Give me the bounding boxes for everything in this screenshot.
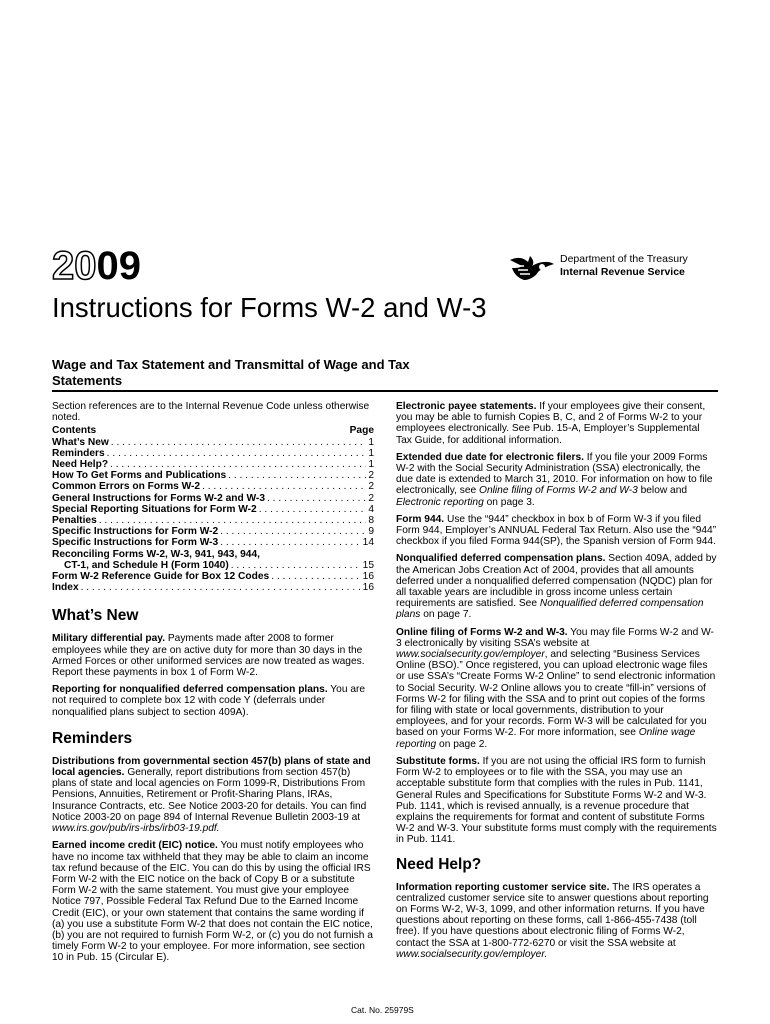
catalog-number: Cat. No. 25979S [351,1005,414,1015]
nqdc-plans: Nonqualified deferred compensation plans. Section 409A, added by the American Jobs Creation Act of 2004, provides that all amounts deferred under a nonqualified deferred compensation (NQDC) plan for all taxable years are includible in gross income unless certain requirements are satisfied. See Nonqualified deferred compensation plans on page 7. [396,553,717,621]
toc-item-reference-guide[interactable]: Form W-2 Reference Guide for Box 12 Codes . . . 16 [52,571,374,582]
header-divider [52,390,718,392]
toc-item-index[interactable]: Index . . . 16 [52,582,374,593]
toc-item-reminders[interactable]: Reminders . . . 1 [52,448,374,459]
reminders-457b: Distributions from governmental section 457(b) plans of state and local agencies. Generally, report distributions from section 457(b) plans of state and local agencies on Form 1099-R, Distributions From Pensions, Annuities, Retirement or Profit-Sharing Plans, IRAs, Insurance Contracts, etc. See Notice 2003-20 for details. You can find Notice 2003-20 on page 894 of Internal Revenue Bulletin 2003-19 at www.irs.gov/pub/irs-irbs/irb03-19.pdf. [52,755,371,835]
ssa-employer-link[interactable]: www.socialsecurity.gov/employer [396,649,545,661]
info-reporting-site: Information reporting customer service site. The IRS operates a centralized customer service site to answer questions about reporting on Forms W-2, W-3, 1099, and other information returns. If you have questions about reporting on these forms, call 1-866-455-7438 (toll free). If you have questions about electronic filing of Forms W-2, contact the SSA at 1-800-772-6270 or visit the SSA website at www.socialsecurity.gov/employer. [396,881,709,960]
reminders-heading: Reminders [52,729,133,747]
toc-item-whats-new[interactable]: What’s New . . . 1 [52,437,374,448]
intro-text: Section references are to the Internal Revenue Code unless otherwise noted. [52,401,370,424]
toc-item-reconciling[interactable]: Reconciling Forms W-2, W-3, 941, 943, 944, [52,548,260,560]
online-wage-reporting-xref[interactable]: Online wage reporting [396,727,696,750]
agency-name: Internal Revenue Service [560,266,685,278]
reminders-eic-notice: Earned income credit (EIC) notice. You must notify employees who have no income tax withheld that they may be able to claim an income tax refund because of the EIC. You can do this by using the official IRS Form W-2 with the EIC notice on the back of Copy B or a substitute Form W-2 with the same statement. You must give your employee Notice 797, Possible Federal Tax Refund Due to the Earned Income Credit (EIC), or your own statement that contains the same wording if (a) you use a substitute Form W-2 that does not contain the EIC notice, (b) you are not required to furnish Form W-2, or (c) you do not furnish a timely Form W-2 to your employee. For more information, see section 10 in Pub. 15 (Circular E). [52,840,373,964]
right-column [396,401,718,966]
irb-link[interactable]: www.irs.gov/pub/irs-irbs/irb03-19.pdf. [52,823,220,835]
agency-department: Department of the Treasury [560,253,688,265]
toc-item-common-errors[interactable]: Common Errors on Forms W-2 . . . 2 [52,481,374,492]
toc-item-penalties[interactable]: Penalties . . . 8 [52,515,374,526]
substitute-forms: Substitute forms. If you are not using the official IRS form to furnish Form W-2 to employees or to file with the SSA, you may use an acceptable substitute form that complies with the rules in Pub. 1141, General Rules and Specifications for Substitute Forms W-2 and W-3. Pub. 1141, which is revised annually, is a revenue procedure that explains the requirements for format and content of substitute Forms W-2 and W-3. Your substitute forms must comply with the requirements in Pub. 1141. [396,755,717,846]
toc-item-specific-w2[interactable]: Specific Instructions for Form W-2 . . . 9 [52,526,374,537]
toc-heading: Contents [52,425,97,437]
need-help-heading: Need Help? [396,855,482,873]
toc-item-reconciling-cont[interactable]: CT-1, and Schedule H (Form 1040) . . . 15 [52,560,374,571]
year-outline-digits: 20 [52,244,97,288]
page-title: Instructions for Forms W-2 and W-3 [52,292,487,323]
form-944: Form 944. Use the “944” checkbox in box b of Form W-3 if you filed Form 944, Employer’s ANNUAL Federal Tax Return. Also use the “944” checkbox if you filed Forma 944(SP), the Spanish version of Form 944. [396,513,717,548]
whats-new-military-pay: Military differential pay. Payments made after 2008 to former employees while they are on active duty for more than 30 days in the Armed Forces or other uniformed services are now treated as wages. Report these payments in box 1 of Form W-2. [52,633,365,679]
online-filing: Online filing of Forms W-2 and W-3. You may file Forms W-2 and W-3 electronically by visiting SSA’s website at www.socialsecurity.gov/employer, and selecting “Business Services Online (BSO).” Once registered, you can upload electronic wage files or use SSA’s “Create Forms W-2 Online” to send electronic information to Social Security. W-2 Online allows you to create “fill-in” versions of Forms W-2 for filing with the SSA and to print out copies of the forms for filing with state or local governments, distribution to your employees, and for your records. Form W-3 will be calculated for you based on your Forms W-2. For more information, see Online wage reporting on page 2. [396,626,716,750]
extended-due-date: Extended due date for electronic filers. If you file your 2009 Forms W-2 with the Social Security Administration (SSA) electronically, the due date is extended to March 31, 2010. For information on how to file electronically, see Online filing of Forms W-2 and W-3 below and Electronic reporting on page 3. [396,451,713,508]
irs-eagle-logo-icon [508,252,556,282]
nqdc-xref[interactable]: Nonqualified deferred compensation plans [396,598,704,621]
whats-new-nqdc: Reporting for nonqualified deferred compensation plans. You are not required to complete box 12 with code Y (deferrals under nonqualified plans subject to section 409A). [52,684,366,718]
toc-item-special-reporting[interactable]: Special Reporting Situations for Form W-2 . . . 4 [52,504,374,515]
electronic-reporting-xref[interactable]: Electronic reporting [396,496,484,508]
toc-item-specific-w3[interactable]: Specific Instructions for Form W-3 . . . 14 [52,537,374,548]
toc-page-heading: Page [349,425,374,437]
left-column [52,401,374,970]
toc-item-how-to-get-forms[interactable]: How To Get Forms and Publications . . . 2 [52,470,374,481]
ssa-employer-link-2[interactable]: www.socialsecurity.gov/employer. [396,948,548,960]
form-year [52,246,141,286]
toc-item-need-help[interactable]: Need Help? . . . 1 [52,459,374,470]
toc-header [52,425,374,436]
online-filing-xref[interactable]: Online filing of Forms W-2 and W-3 [479,485,638,497]
whats-new-heading: What’s New [52,607,139,625]
page-subtitle: Wage and Tax Statement and Transmittal of Wage and Tax Statements [52,357,410,388]
table-of-contents [52,425,374,593]
electronic-payee-statements: Electronic payee statements. If your employees give their consent, you may be able to furnish Copies B, C, and 2 of Forms W-2 to your employees electronically. See Pub. 15-A, Employer’s Supplemental Tax Guide, for additional information. [396,401,706,446]
toc-item-general-instructions[interactable]: General Instructions for Forms W-2 and W-3 . . . 2 [52,493,374,504]
agency-block [508,252,733,282]
year-solid-digits: 09 [96,244,141,288]
